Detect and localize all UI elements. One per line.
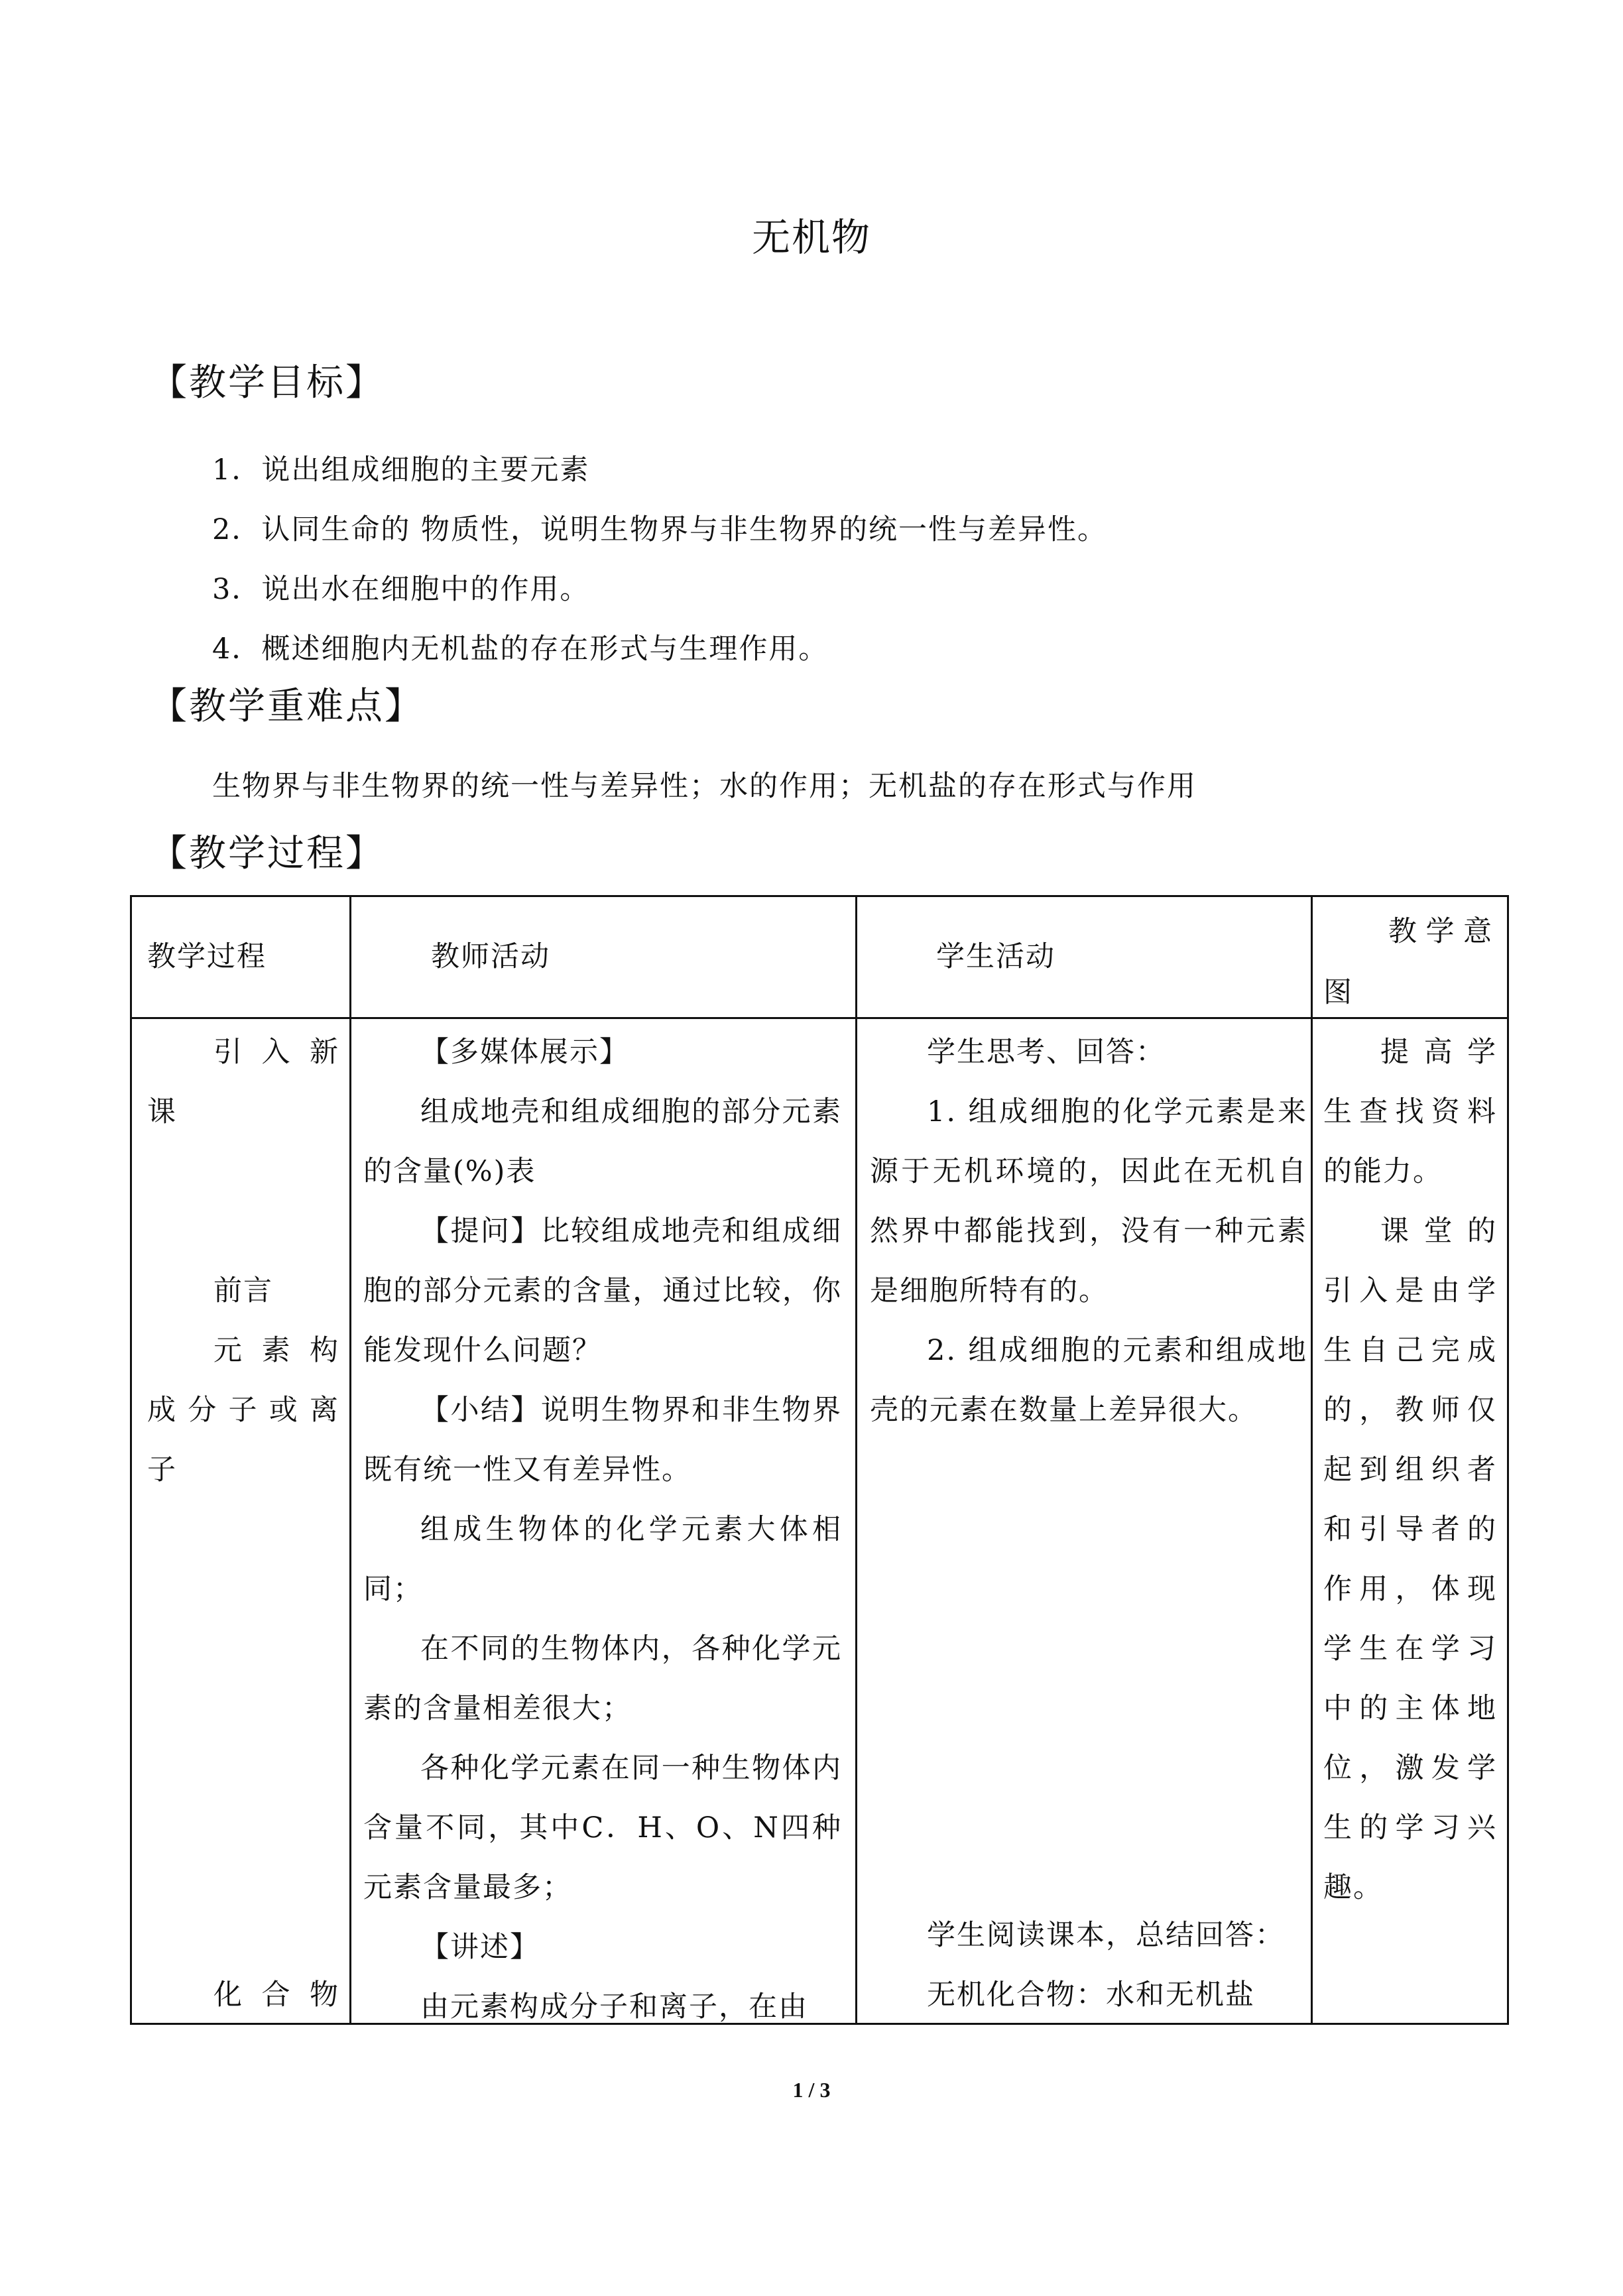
teacher-paragraph: 组成生物体的化学元素大体相同； xyxy=(363,1513,842,1606)
student-column-lower xyxy=(870,1905,1307,2025)
teacher-column xyxy=(363,1022,842,2037)
intent-paragraph: 课堂的引入是由学生自己完成的，教师仅起到组织者和引导者的作用，体现学生在学习中的主体地位，激发学生的学习兴趣。 xyxy=(1323,1215,1497,1904)
student-paragraph: 2. 组成细胞的元素和组成地壳的元素在数量上差异很大。 xyxy=(870,1334,1307,1427)
page-title: 无机物 xyxy=(751,215,871,260)
student-paragraph: 无机化合物：水和无机盐 xyxy=(927,1978,1255,2012)
table-header-divider xyxy=(130,1017,1509,1019)
student-paragraph: 1. 组成细胞的化学元素是来源于无机环境的，因此在无机自然界中都能找到，没有一种元素是细胞所特有的。 xyxy=(870,1095,1307,1307)
heading-teaching-process: 【教学过程】 xyxy=(150,832,385,875)
teacher-paragraph: 由元素构成分子和离子，在由 xyxy=(420,1990,808,2024)
header-intent: 教学意 xyxy=(1388,915,1493,948)
header-teacher: 教师活动 xyxy=(431,940,550,973)
heading-key-points: 【教学重难点】 xyxy=(150,685,424,728)
intent-paragraph: 提高学生查找资料的能力。 xyxy=(1323,1036,1497,1188)
page-number: 1 / 3 xyxy=(792,2078,831,2102)
table-divider xyxy=(349,895,351,2025)
student-paragraph: 学生思考、回答： xyxy=(927,1036,1166,1069)
key-points-text: 生物界与非生物界的统一性与差异性；水的作用；无机盐的存在形式与作用 xyxy=(212,770,1197,803)
stage-intro-cont: 课 xyxy=(147,1095,177,1128)
header-process: 教学过程 xyxy=(147,940,267,973)
stage-elements-cont: 成分子或离 xyxy=(147,1394,339,1427)
header-intent-cont: 图 xyxy=(1323,976,1353,1009)
header-student: 学生活动 xyxy=(936,940,1055,973)
table-divider xyxy=(855,895,857,2025)
process-column xyxy=(147,1022,339,1500)
teacher-paragraph: 【小结】说明生物界和非生物界既有统一性又有差异性。 xyxy=(363,1394,842,1486)
blank-line xyxy=(147,1201,339,1261)
intent-column xyxy=(1323,1022,1497,1917)
goal-item: 4．概述细胞内无机盐的存在形式与生理作用。 xyxy=(212,633,829,666)
stage-elements: 元素构 xyxy=(213,1334,339,1367)
stage-elements-end: 子 xyxy=(147,1453,177,1486)
stage-preface: 前言 xyxy=(213,1274,273,1307)
student-paragraph: 学生阅读课本，总结回答： xyxy=(927,1919,1285,1952)
stage-intro: 引入新 xyxy=(213,1036,339,1069)
teacher-paragraph: 组成地壳和组成细胞的部分元素的含量(%)表 xyxy=(363,1095,842,1188)
stage-compound: 化合物 xyxy=(213,1978,339,2012)
blank-line xyxy=(147,1142,339,1201)
teacher-paragraph: 【多媒体展示】 xyxy=(420,1036,629,1069)
goal-item: 3．说出水在细胞中的作用。 xyxy=(212,573,590,606)
student-column xyxy=(870,1022,1307,1440)
goal-list xyxy=(212,440,1107,679)
goal-item: 2．认同生命的 物质性，说明生物界与非生物界的统一性与差异性。 xyxy=(212,513,1108,546)
table-divider xyxy=(1311,895,1313,2025)
teacher-paragraph: 在不同的生物体内，各种化学元素的含量相差很大； xyxy=(363,1632,842,1725)
goal-item: 1．说出组成细胞的主要元素 xyxy=(212,453,590,487)
teacher-paragraph: 【讲述】 xyxy=(420,1931,540,1964)
teacher-paragraph: 【提问】比较组成地壳和组成细胞的部分元素的含量，通过比较，你能发现什么问题？ xyxy=(363,1215,842,1367)
heading-teaching-goals: 【教学目标】 xyxy=(150,361,385,404)
teacher-paragraph: 各种化学元素在同一种生物体内含量不同，其中C．H、O、N四种元素含量最多； xyxy=(363,1752,842,1904)
